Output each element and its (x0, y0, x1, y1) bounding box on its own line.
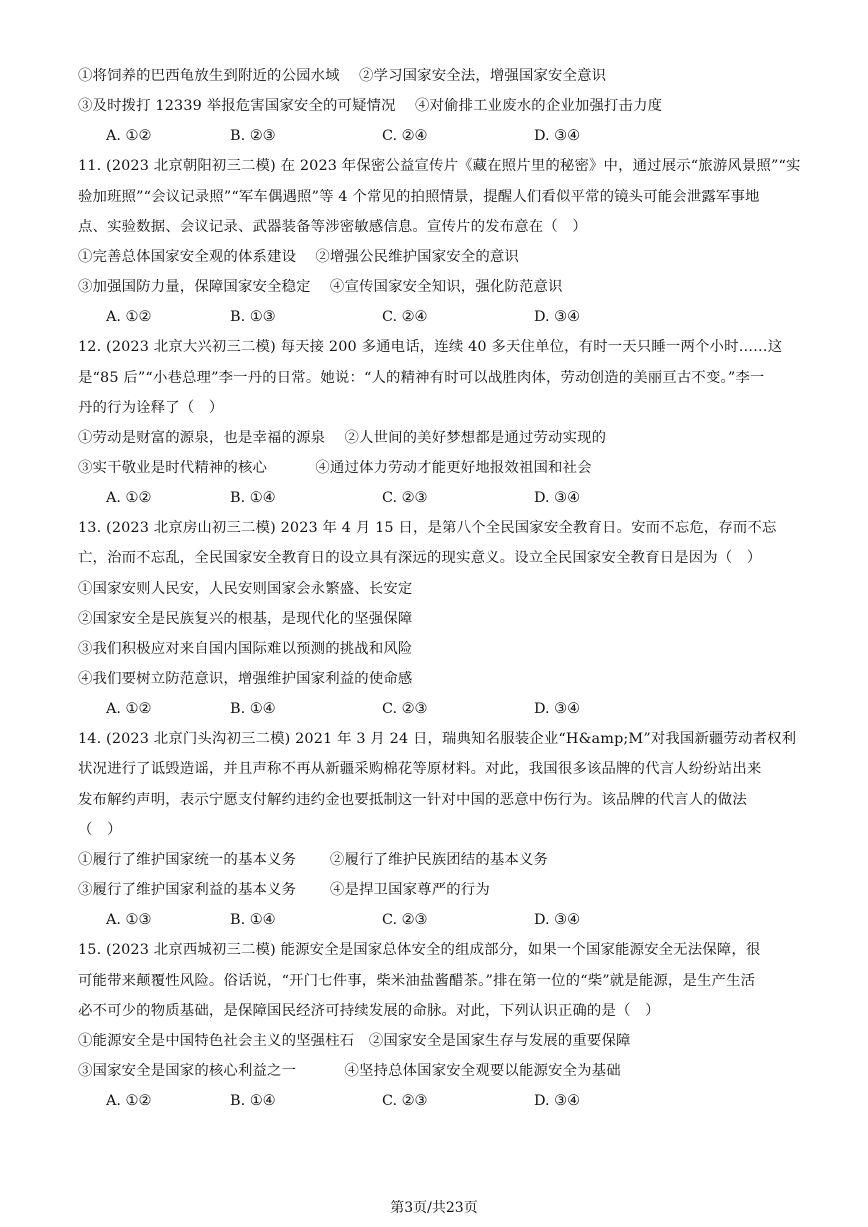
text-line: ④我们要树立防范意识，增强维护国家利益的使命感 (78, 671, 413, 687)
answer-option: A. ①② (106, 128, 152, 144)
text-line: ③履行了维护国家利益的基本义务 ④是捍卫国家尊严的行为 (78, 882, 490, 898)
text-line: 亡，治而不忘乱，全民国家安全教育日的设立具有深远的现实意义。设立全民国家安全教育日是因为（ ） (78, 550, 762, 566)
answer-option: B. ①④ (230, 490, 276, 506)
answer-option: D. ③④ (534, 912, 580, 928)
text-line: ①能源安全是中国特色社会主义的坚强柱石 ②国家安全是国家生存与发展的重要保障 (78, 1033, 631, 1049)
text-line: 12. (2023 北京大兴初三二模) 每天接 200 多通电话，连续 40 多天住单位，有时一天只睡一两个小时……这 (78, 339, 783, 355)
page-footer: 第3页/共23页 (390, 1200, 478, 1216)
text-line: 15. (2023 北京西城初三二模) 能源安全是国家总体安全的组成部分，如果一个国家能源安全无法保障，很 (78, 942, 761, 958)
text-line: 必不可少的物质基础，是保障国民经济可持续发展的命脉。对此，下列认识正确的是（ ） (78, 1003, 660, 1019)
text-line: 验加班照”“会议记录照”“军车偶遇照”等 4 个常见的拍照情景，提醒人们看似平常的镜头可能会泄露军事地 (78, 189, 760, 205)
answer-option: D. ③④ (534, 1093, 580, 1109)
text-line: 丹的行为诠释了（ ） (78, 400, 224, 416)
text-line: ②国家安全是民族复兴的根基，是现代化的坚强保障 (78, 611, 413, 627)
text-line: 11. (2023 北京朝阳初三二模) 在 2023 年保密公益宣传片《藏在照片里的秘密》中，通过展示“旅游风景照”“实 (78, 158, 801, 174)
answer-option: D. ③④ (534, 128, 580, 144)
answer-option: B. ①④ (230, 912, 276, 928)
answer-option: C. ②③ (382, 1093, 428, 1109)
answer-option: D. ③④ (534, 701, 580, 717)
text-line: 发布解约声明，表示宁愿支付解约违约金也要抵制这一针对中国的恶意中伤行为。该品牌的代言人的做法 (78, 792, 747, 808)
answer-option: C. ②③ (382, 912, 428, 928)
answer-option: A. ①② (106, 701, 152, 717)
text-line: ③加强国防力量，保障国家安全稳定 ④宣传国家安全知识，强化防范意识 (78, 279, 563, 295)
text-line: （ ） (78, 822, 122, 838)
answer-option: D. ③④ (534, 490, 580, 506)
answer-option: C. ②③ (382, 490, 428, 506)
text-line: 点、实验数据、会议记录、武器装备等涉密敏感信息。宣传片的发布意在（ ） (78, 219, 587, 235)
text-line: ①履行了维护国家统一的基本义务 ②履行了维护民族团结的基本义务 (78, 852, 549, 868)
text-line: ③及时拨打 12339 举报危害国家安全的可疑情况 ④对偷排工业废水的企业加强打击力度 (78, 98, 663, 114)
answer-option: B. ①④ (230, 1093, 276, 1109)
answer-option: A. ①② (106, 1093, 152, 1109)
text-line: 14. (2023 北京门头沟初三二模) 2021 年 3 月 24 日，瑞典知名服装企业“H&amp;M”对我国新疆劳动者权利 (78, 731, 797, 747)
text-line: 状况进行了诋毁造谣，并且声称不再从新疆采购棉花等原材料。对此，我国很多该品牌的代言人纷纷站出来 (78, 761, 762, 777)
text-line: ①将饲养的巴西龟放生到附近的公园水域 ②学习国家安全法，增强国家安全意识 (78, 68, 607, 84)
text-line: ①完善总体国家安全观的体系建设 ②增强公民维护国家安全的意识 (78, 249, 519, 265)
answer-option: B. ①③ (230, 309, 276, 325)
answer-option: A. ①② (106, 490, 152, 506)
answer-option: A. ①② (106, 309, 152, 325)
text-line: ①国家安则人民安，人民安则国家会永繁盛、长安定 (78, 581, 413, 597)
text-line: 是“85 后”“小巷总理”李一丹的日常。她说：“人的精神有时可以战胜肉体，劳动创造的美丽亘古不变。”李一 (78, 370, 765, 386)
answer-option: C. ②④ (382, 128, 428, 144)
answer-option: D. ③④ (534, 309, 580, 325)
text-line: 可能带来颠覆性风险。俗话说，“开门七件事，柴米油盐酱醋茶。”排在第一位的“柴”就是能源，是生产生活 (78, 973, 756, 989)
text-line: 13. (2023 北京房山初三二模) 2023 年 4 月 15 日，是第八个全民国家安全教育日。安而不忘危，存而不忘 (78, 520, 777, 536)
answer-option: B. ②③ (230, 128, 276, 144)
text-line: ③国家安全是国家的核心利益之一 ④坚持总体国家安全观要以能源安全为基础 (78, 1063, 621, 1079)
text-line: ③实干敬业是时代精神的核心 ④通过体力劳动才能更好地报效祖国和社会 (78, 460, 592, 476)
answer-option: C. ②④ (382, 309, 428, 325)
answer-option: B. ①④ (230, 701, 276, 717)
answer-option: C. ②③ (382, 701, 428, 717)
text-line: ①劳动是财富的源泉，也是幸福的源泉 ②人世间的美好梦想都是通过劳动实现的 (78, 430, 607, 446)
answer-option: A. ①③ (106, 912, 152, 928)
text-line: ③我们积极应对来自国内国际难以预测的挑战和风险 (78, 641, 413, 657)
